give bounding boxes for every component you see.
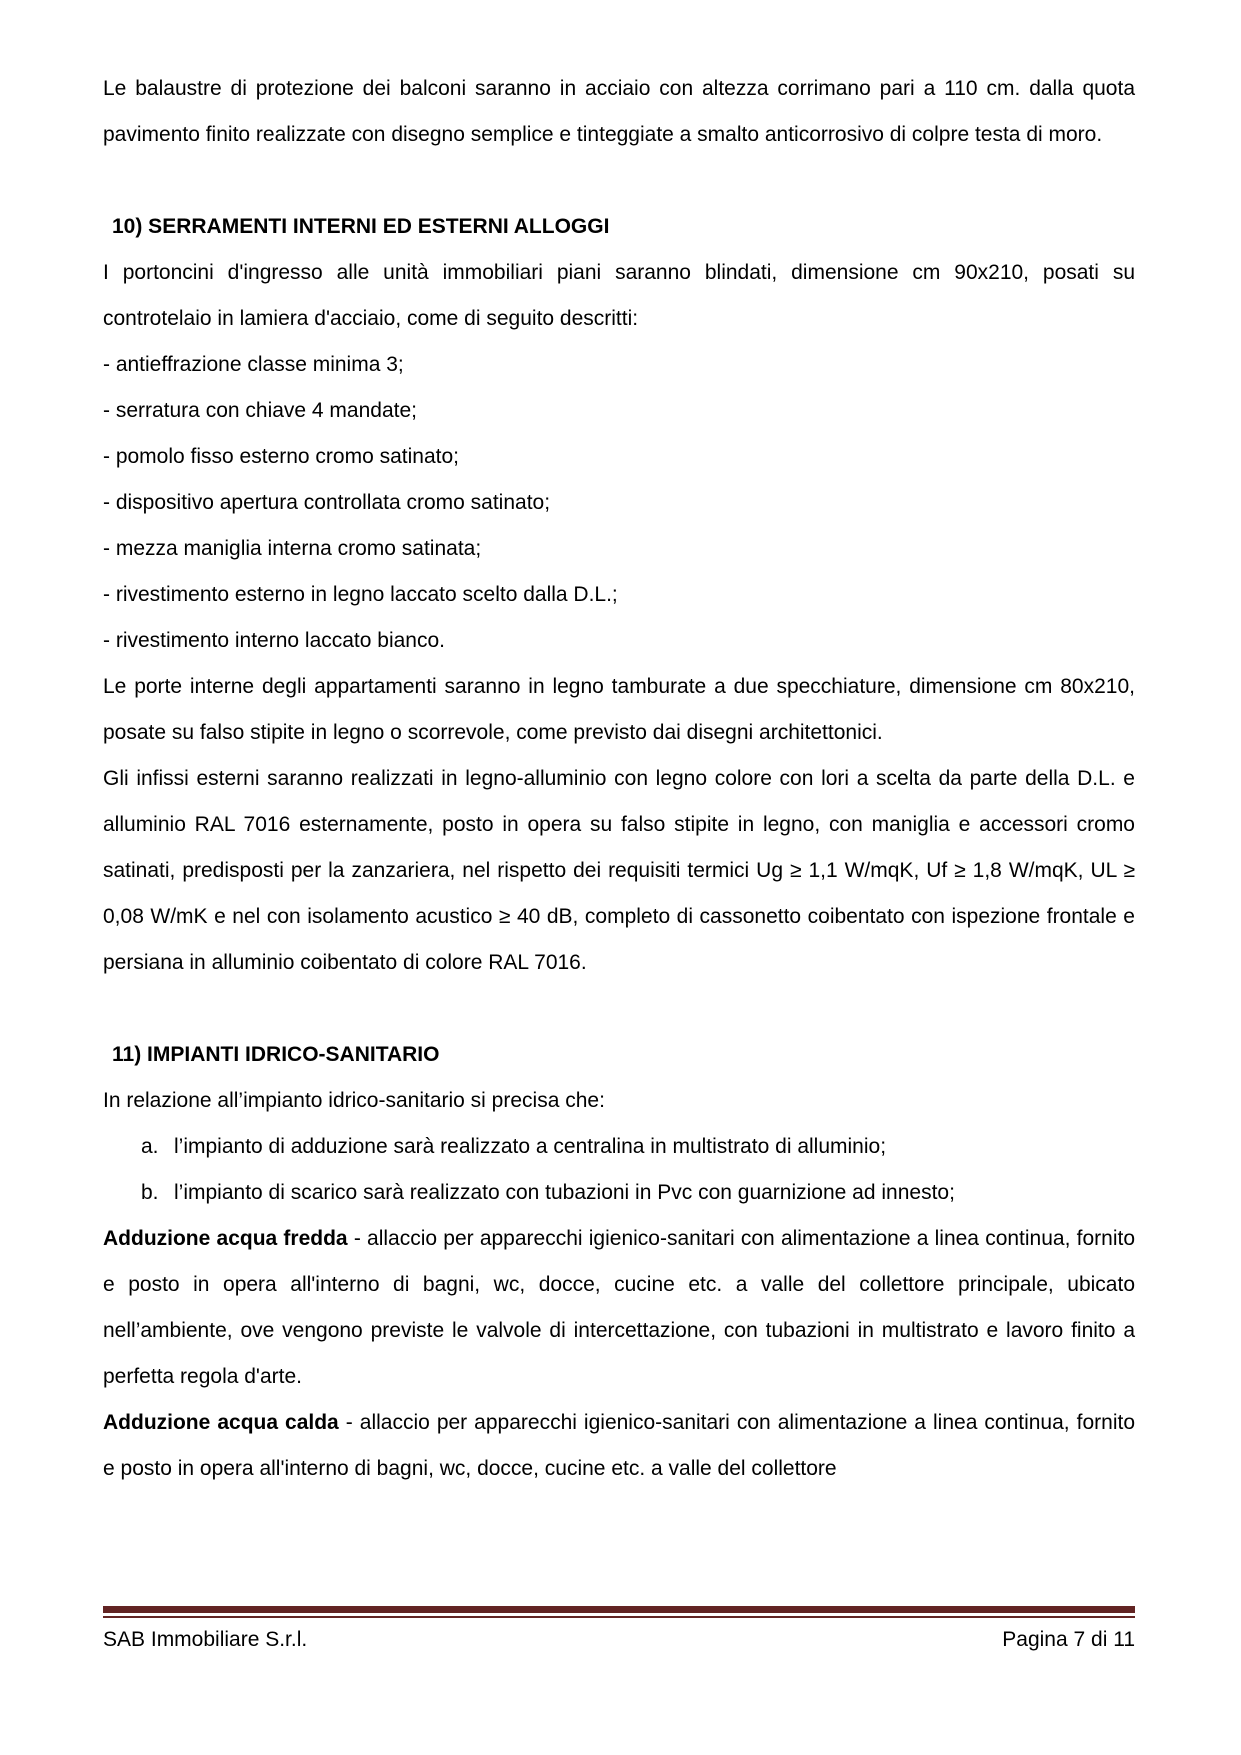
dash-item-pomolo: - pomolo fisso esterno cromo satinato;: [103, 445, 459, 468]
page-footer: [103, 1606, 1135, 1662]
alpha-item-scarico: [103, 1170, 1135, 1216]
dash-item-serratura: - serratura con chiave 4 mandate;: [103, 399, 417, 422]
paragraph-infissi-esterni: Gli infissi esterni saranno realizzati in legno-alluminio con legno colore con lori a scelta da parte della D.L. e alluminio RAL 7016 esternamente, posto in opera su falso stipite in legno, con maniglia e accessori cromo satinati, predisposti per la zanzariera, nel rispetto dei requisiti termici Ug ≥ 1,1 W/mqK, Uf ≥ 1,8 W/mqK, UL ≥ 0,08 W/mK e nel con isolamento acustico ≥ 40 dB, completo di cassonetto coibentato con ispezione frontale e persiana in alluminio coibentato di colore RAL 7016.: [103, 767, 1135, 974]
alpha-item-marker: a.: [141, 1135, 159, 1158]
section-10-heading: 10) SERRAMENTI INTERNI ED ESTERNI ALLOGGI: [112, 215, 610, 238]
alpha-item-adduzione: [103, 1124, 1135, 1170]
dash-item-antieffrazione: - antieffrazione classe minima 3;: [103, 353, 404, 376]
dash-item-maniglia: - mezza maniglia interna cromo satinata;: [103, 537, 482, 560]
footer-company: SAB Immobiliare S.r.l.: [103, 1628, 308, 1651]
adduzione-calda-text: - allaccio per apparecchi igienico-sanitari con alimentazione a linea continua, fornito e posto in opera all'interno di bagni, wc, docce, cucine etc. a valle del collettore: [103, 1411, 1135, 1480]
dash-item-rivestimento-interno: - rivestimento interno laccato bianco.: [103, 629, 445, 652]
paragraph-adduzione-calda: [103, 1400, 1135, 1492]
alpha-item-marker: b.: [141, 1181, 159, 1204]
adduzione-fredda-lead: Adduzione acqua fredda: [103, 1227, 348, 1250]
document-body: [103, 66, 1135, 1492]
adduzione-calda-lead: Adduzione acqua calda: [103, 1411, 339, 1434]
adduzione-fredda-text: - allaccio per apparecchi igienico-sanitari con alimentazione a linea continua, fornito e posto in opera all'interno di bagni, wc, docce, cucine etc. a valle del collettore principale, ubicato nell’ambiente, ove vengono previste le valvole di intercettazione, con tubazioni in multistrato e lavoro finito a perfetta regola d'arte.: [103, 1227, 1135, 1388]
section-11-heading: 11) IMPIANTI IDRICO-SANITARIO: [112, 1043, 440, 1066]
paragraph-adduzione-fredda: [103, 1216, 1135, 1400]
footer-rule-thick: [103, 1606, 1135, 1613]
dash-item-rivestimento-esterno: - rivestimento esterno in legno laccato scelto dalla D.L.;: [103, 583, 618, 606]
alpha-item-text: l’impianto di scarico sarà realizzato con tubazioni in Pvc con guarnizione ad innesto;: [174, 1181, 955, 1204]
paragraph-impianto-intro: In relazione all’impianto idrico-sanitario si precisa che:: [103, 1089, 605, 1112]
paragraph-porte-interne: Le porte interne degli appartamenti saranno in legno tamburate a due specchiature, dimensione cm 80x210, posate su falso stipite in legno o scorrevole, come previsto dai disegni architettonici.: [103, 675, 1135, 744]
footer-page-number: Pagina 7 di 11: [1002, 1628, 1135, 1651]
footer-row: [103, 1618, 1135, 1662]
paragraph-portoncini: I portoncini d'ingresso alle unità immobiliari piani saranno blindati, dimensione cm 90x210, posati su controtelaio in lamiera d'acciaio, come di seguito descritti:: [103, 261, 1135, 330]
dash-item-dispositivo: - dispositivo apertura controllata cromo satinato;: [103, 491, 551, 514]
alpha-item-text: l’impianto di adduzione sarà realizzato a centralina in multistrato di alluminio;: [174, 1135, 887, 1158]
paragraph-balaustre: Le balaustre di protezione dei balconi saranno in acciaio con altezza corrimano pari a 110 cm. dalla quota pavimento finito realizzate con disegno semplice e tinteggiate a smalto anticorrosivo di colpre testa di moro.: [103, 77, 1135, 146]
